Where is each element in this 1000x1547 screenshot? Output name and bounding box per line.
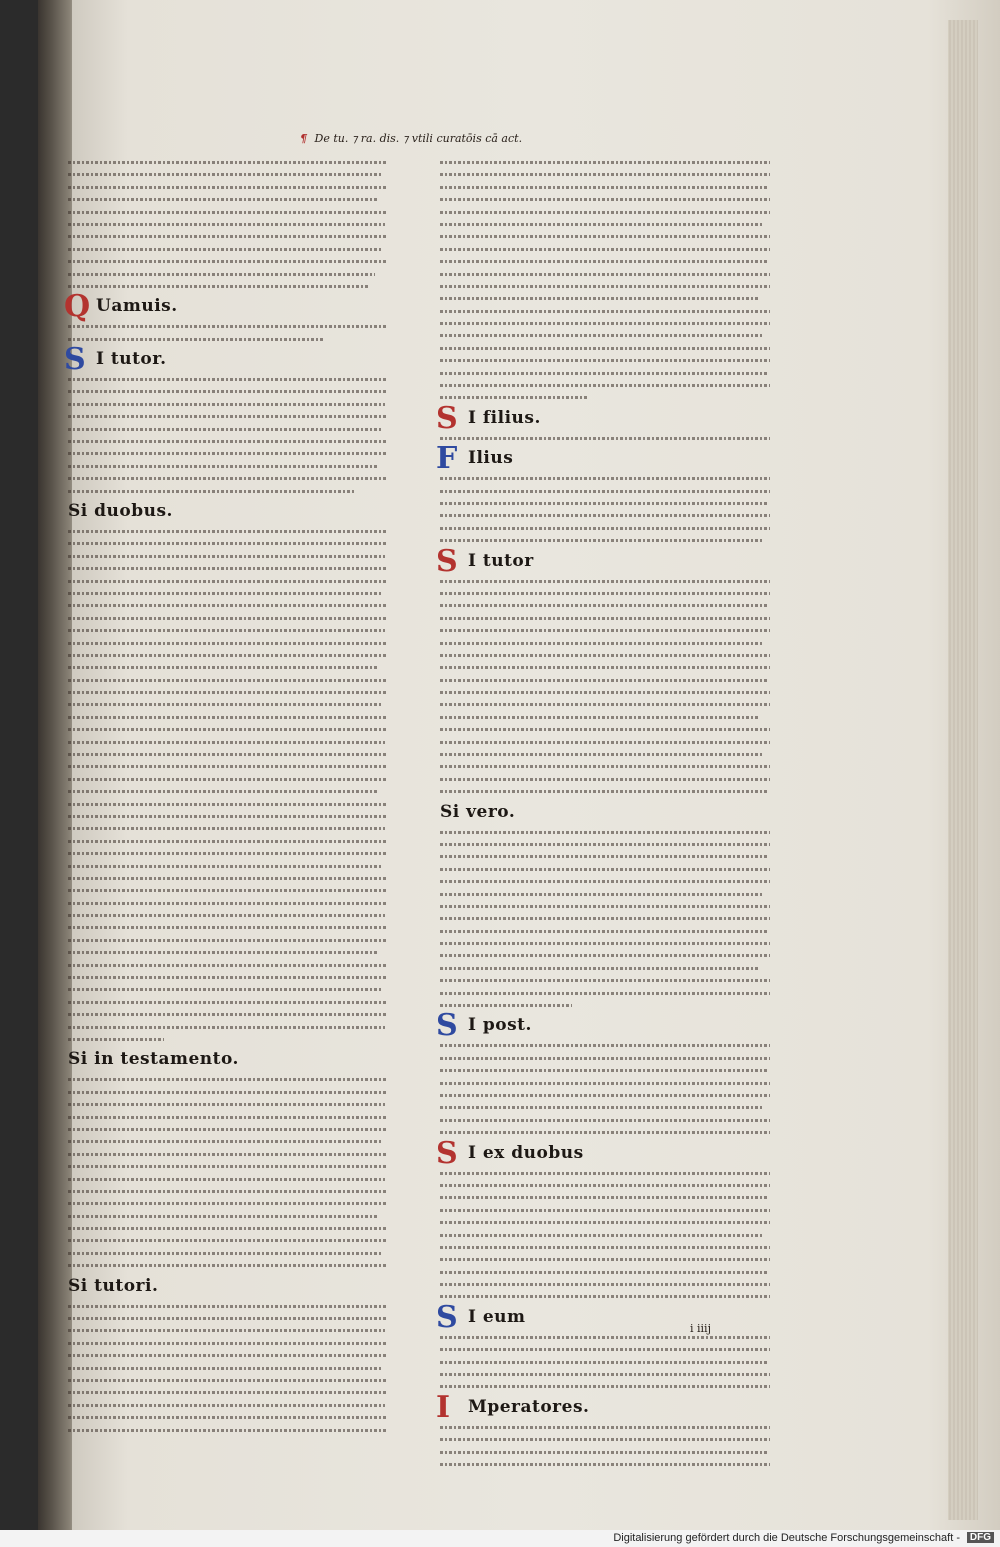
text-line: [440, 875, 770, 887]
text-line: [68, 460, 378, 472]
text-line: [68, 1386, 388, 1398]
text-line: [68, 333, 324, 345]
text-line: [440, 925, 767, 937]
section-heading-text: Mperatores.: [468, 1396, 590, 1417]
text-line: [68, 909, 385, 921]
text-line: [68, 280, 369, 292]
text-line: [440, 773, 770, 785]
text-line: [68, 686, 388, 698]
text-line: [68, 268, 375, 280]
text-line: [440, 826, 770, 838]
text-line: [440, 342, 770, 354]
text-line: [68, 230, 388, 242]
text-line: [440, 1253, 770, 1265]
text-line: [440, 218, 763, 230]
text-line: [440, 1266, 767, 1278]
text-line: [68, 168, 382, 180]
text-line: [68, 1349, 388, 1361]
text-line: [440, 268, 770, 280]
text-line: [440, 1052, 770, 1064]
text-line: [68, 698, 382, 710]
section-heading: [436, 543, 770, 579]
section-heading-text: Si vero.: [440, 801, 516, 822]
section-heading: [436, 1299, 770, 1335]
text-line: [440, 280, 770, 292]
section-heading: [68, 1047, 388, 1071]
text-line: [440, 1433, 770, 1445]
text-line: [68, 1374, 388, 1386]
text-line: [68, 156, 388, 168]
text-line: [440, 1101, 763, 1113]
text-line: [440, 599, 767, 611]
text-line: [68, 785, 378, 797]
text-line: [68, 810, 388, 822]
footer-bar: [0, 1530, 1000, 1547]
text-line: [68, 447, 388, 459]
section-heading-text: I tutor.: [96, 349, 167, 370]
text-line: [68, 472, 388, 484]
text-line: [440, 1064, 767, 1076]
text-line: [68, 897, 388, 909]
text-line: [68, 773, 388, 785]
text-line: [68, 1185, 388, 1197]
text-line: [68, 637, 388, 649]
text-line: [68, 934, 388, 946]
text-line: [440, 206, 770, 218]
left-text-column: [64, 156, 388, 1436]
text-line: [440, 1458, 770, 1470]
text-line: [68, 1086, 388, 1098]
text-line: [440, 987, 770, 999]
text-line: [440, 612, 770, 624]
text-line: [68, 1424, 388, 1436]
text-line: [68, 1247, 382, 1259]
text-line: [440, 863, 770, 875]
text-line: [440, 432, 770, 444]
text-line: [440, 329, 763, 341]
text-line: [68, 736, 385, 748]
text-line: [440, 181, 767, 193]
right-text-column: [436, 156, 770, 1470]
text-line: [440, 255, 767, 267]
section-heading: [436, 1135, 770, 1171]
section-initial: I: [436, 1389, 451, 1425]
text-line: [68, 1098, 385, 1110]
text-line: [68, 884, 388, 896]
text-line: [68, 1123, 388, 1135]
text-line: [68, 921, 388, 933]
dfg-logo: DFG: [967, 1532, 994, 1543]
text-line: [68, 1111, 388, 1123]
text-line: [68, 1135, 382, 1147]
section-initial: [64, 1043, 94, 1077]
text-line: [68, 971, 388, 983]
text-line: [440, 497, 767, 509]
text-line: [68, 1411, 388, 1423]
section-heading: [436, 400, 770, 436]
text-line: [440, 1356, 767, 1368]
text-line: [440, 949, 770, 961]
text-line: [440, 1421, 770, 1433]
text-line: [68, 983, 382, 995]
section-initial: S: [436, 1008, 459, 1044]
text-line: [68, 181, 388, 193]
section-heading: [436, 1008, 770, 1044]
text-line: [440, 624, 770, 636]
text-line: [68, 1197, 388, 1209]
text-line: [68, 748, 388, 760]
text-line: [68, 661, 378, 673]
text-line: [440, 674, 767, 686]
text-line: [68, 1399, 385, 1411]
text-line: [440, 1089, 770, 1101]
text-line: [440, 1368, 770, 1380]
text-line: [68, 946, 378, 958]
text-line: [440, 1446, 767, 1458]
text-line: [68, 1148, 388, 1160]
section-heading-text: I filius.: [468, 407, 541, 428]
section-heading: [64, 289, 388, 325]
text-line: [440, 1229, 763, 1241]
text-line: [440, 1343, 770, 1355]
text-line: [440, 193, 770, 205]
section-heading-text: I eum: [468, 1306, 526, 1327]
text-line: [68, 599, 388, 611]
text-line: [68, 385, 388, 397]
text-line: [68, 1234, 388, 1246]
text-line: [68, 760, 388, 772]
text-line: [440, 1191, 767, 1203]
section-heading-text: I post.: [468, 1015, 532, 1036]
text-line: [68, 255, 388, 267]
text-line: [68, 1259, 388, 1271]
text-line: [440, 1241, 770, 1253]
text-line: [440, 522, 770, 534]
text-line: [440, 1077, 770, 1089]
text-line: [68, 1160, 388, 1172]
text-line: [440, 1204, 770, 1216]
text-line: [440, 888, 763, 900]
text-line: [440, 912, 770, 924]
text-line: [440, 1167, 770, 1179]
text-line: [440, 637, 763, 649]
text-line: [440, 838, 770, 850]
text-line: [440, 748, 763, 760]
text-line: [68, 798, 388, 810]
text-line: [440, 575, 770, 587]
text-line: [68, 835, 388, 847]
section-heading-text: I tutor: [468, 550, 534, 571]
text-line: [440, 1216, 770, 1228]
text-line: [68, 320, 388, 332]
text-line: [68, 1362, 382, 1374]
text-line: [68, 373, 388, 385]
text-line: [440, 974, 770, 986]
text-line: [68, 485, 356, 497]
text-line: [440, 243, 770, 255]
text-line: [68, 1173, 385, 1185]
text-line: [440, 367, 767, 379]
text-line: [440, 661, 770, 673]
footer-credit: Digitalisierung gefördert durch die Deutsche Forschungsgemeinschaft -: [613, 1532, 960, 1544]
text-line: [68, 674, 388, 686]
text-line: [440, 1380, 770, 1392]
text-line: [440, 962, 760, 974]
section-initial: S: [64, 342, 87, 378]
section-heading-text: Si tutori.: [68, 1275, 159, 1296]
text-line: [68, 525, 388, 537]
section-heading-text: Si in testamento.: [68, 1049, 239, 1070]
text-line: [68, 410, 388, 422]
text-line: [68, 711, 388, 723]
section-heading-text: Ilius: [468, 448, 514, 469]
text-line: [440, 472, 770, 484]
section-initial: S: [436, 1135, 459, 1171]
text-line: [440, 711, 760, 723]
text-line: [440, 509, 770, 521]
text-line: [68, 537, 388, 549]
text-line: [68, 1008, 388, 1020]
text-line: [68, 587, 382, 599]
section-heading: [64, 342, 388, 378]
text-line: [68, 1312, 388, 1324]
text-line: [440, 485, 770, 497]
text-line: [440, 723, 770, 735]
section-initial: [64, 1270, 94, 1304]
pilcrow-icon: ¶: [300, 132, 307, 145]
text-line: [68, 1337, 388, 1349]
text-line: [440, 736, 770, 748]
text-line: [440, 1290, 770, 1302]
text-line: [68, 243, 382, 255]
section-heading-text: Uamuis.: [96, 296, 178, 317]
section-heading: [440, 800, 770, 824]
section-heading: [68, 499, 388, 523]
text-line: [440, 686, 770, 698]
text-line: [68, 193, 378, 205]
text-line: [440, 698, 770, 710]
text-line: [68, 423, 382, 435]
section-initial: [64, 495, 94, 529]
section-initial: S: [436, 543, 459, 579]
text-line: [68, 872, 388, 884]
text-line: [440, 317, 770, 329]
text-line: [440, 1331, 770, 1343]
section-heading-text: Si duobus.: [68, 500, 173, 521]
text-line: [440, 785, 767, 797]
text-line: [440, 1039, 770, 1051]
text-line: [68, 206, 388, 218]
text-line: [440, 1278, 770, 1290]
text-line: [440, 587, 770, 599]
section-initial: S: [436, 1299, 459, 1335]
section-initial: Q: [64, 289, 91, 325]
text-line: [440, 1114, 770, 1126]
page-number: i iiij: [690, 1322, 711, 1335]
text-line: [440, 1179, 770, 1191]
running-head-text: De tu. ⁊ ra. dis. ⁊ vtili curatōis cā act.: [314, 132, 523, 145]
section-heading: [436, 441, 770, 477]
text-line: [68, 1222, 388, 1234]
section-initial: [436, 796, 466, 830]
text-line: [440, 937, 770, 949]
text-line: [68, 1210, 378, 1222]
text-line: [68, 996, 388, 1008]
text-line: [68, 612, 388, 624]
text-line: [440, 649, 770, 661]
text-line: [68, 435, 388, 447]
text-line: [68, 649, 388, 661]
text-line: [68, 1021, 385, 1033]
text-line: [440, 760, 770, 772]
text-line: [440, 292, 760, 304]
text-line: [440, 850, 767, 862]
running-head: [300, 132, 600, 152]
text-line: [68, 624, 385, 636]
page-fore-edge: [948, 20, 978, 1520]
text-line: [68, 575, 388, 587]
section-initial: S: [436, 400, 459, 436]
text-line: [68, 550, 385, 562]
text-line: [440, 379, 770, 391]
text-line: [440, 156, 770, 168]
section-initial: F: [436, 441, 458, 477]
section-heading: [436, 1389, 770, 1425]
text-line: [68, 218, 385, 230]
text-line: [68, 723, 388, 735]
section-heading: [68, 1274, 388, 1298]
text-line: [440, 230, 770, 242]
text-line: [440, 1126, 770, 1138]
section-heading-text: I ex duobus: [468, 1142, 584, 1163]
text-line: [440, 534, 763, 546]
text-line: [440, 900, 770, 912]
text-line: [68, 398, 385, 410]
text-line: [68, 959, 388, 971]
text-line: [68, 562, 388, 574]
text-line: [68, 1324, 385, 1336]
text-line: [440, 168, 770, 180]
text-line: [440, 354, 770, 366]
text-line: [68, 847, 388, 859]
text-line: [68, 860, 382, 872]
text-line: [68, 1300, 388, 1312]
text-line: [440, 305, 770, 317]
text-line: [68, 1073, 388, 1085]
text-line: [68, 822, 385, 834]
